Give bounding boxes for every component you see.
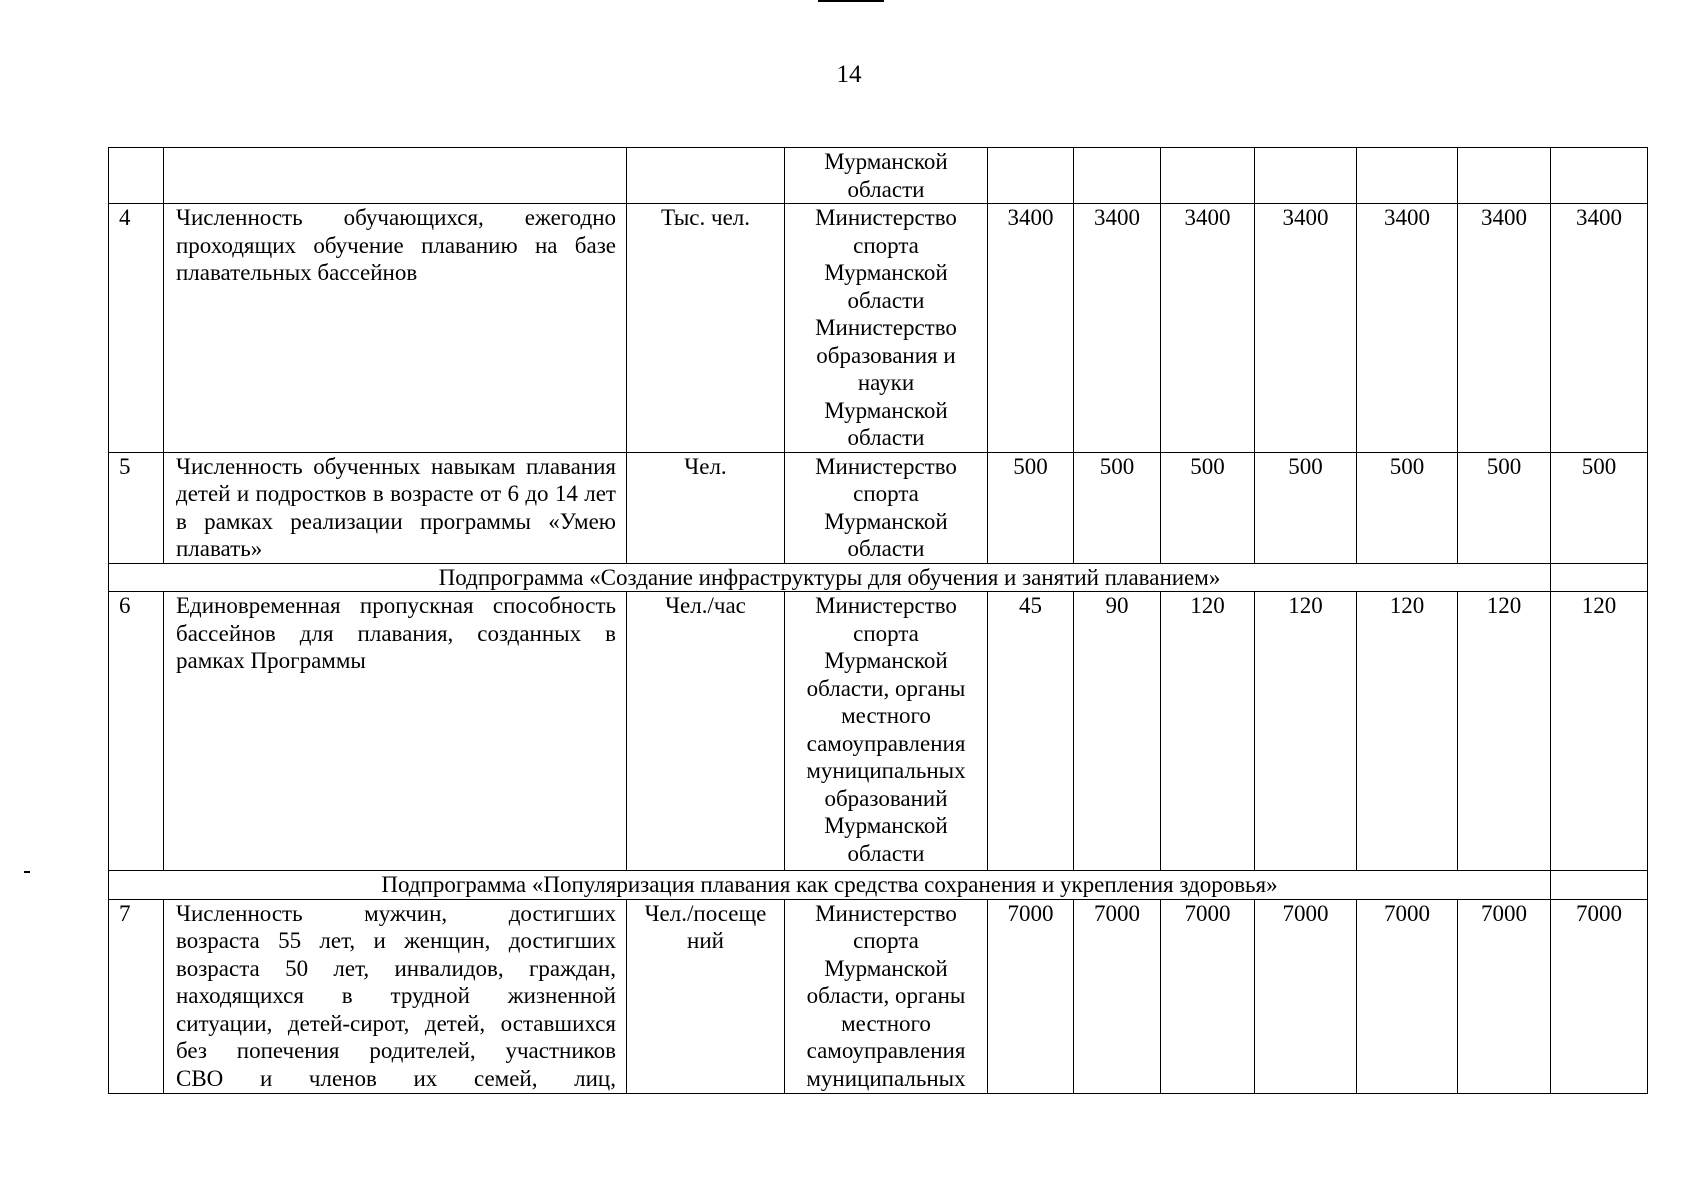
- responsible-cell: [785, 592, 988, 871]
- value-cell: 500: [1551, 452, 1648, 563]
- value-cell: 7000: [1357, 899, 1458, 1093]
- description-line: СВО и членов их семей, лиц,: [176, 1065, 616, 1091]
- value-cell: 500: [988, 452, 1074, 563]
- responsible-line: муниципальных: [806, 1065, 966, 1091]
- description-cell: Единовременная пропускная способность бассейнов для плавания, созданных в рамках Программы: [164, 592, 627, 871]
- value-cell: 500: [1255, 452, 1357, 563]
- responsible-line: спорта: [853, 232, 919, 258]
- description-line: возраста 55 лет, и женщин, достигших: [176, 928, 616, 953]
- responsible-line: муниципальных: [806, 758, 966, 783]
- value-cell: 3400: [1458, 204, 1551, 453]
- description-line: возраста 50 лет, инвалидов, граждан,: [176, 955, 616, 981]
- value-cell: 500: [1357, 452, 1458, 563]
- description-cell: [164, 148, 627, 204]
- description-cell: Численность обучающихся, ежегодно проходящих обучение плаванию на базе плавательных бассейнов: [164, 204, 627, 453]
- value-cell: [1074, 148, 1161, 204]
- responsible-line: области: [847, 287, 925, 313]
- responsible-line: Министерство: [815, 453, 957, 479]
- responsible-line: области, органы: [806, 983, 966, 1008]
- responsible-line: Мурманской: [824, 397, 948, 423]
- responsible-cell: [785, 452, 988, 563]
- responsible-line: области, органы: [806, 675, 966, 701]
- unit-cell: Тыс. чел.: [627, 204, 785, 453]
- responsible-line: области: [847, 176, 925, 202]
- value-cell: [1161, 148, 1255, 204]
- responsible-cell: [785, 148, 988, 204]
- value-cell: 3400: [1255, 204, 1357, 453]
- responsible-line: Министерство: [815, 315, 957, 340]
- table-row: [109, 899, 1648, 1093]
- value-cell: 120: [1458, 592, 1551, 871]
- responsible-line: образования и: [816, 342, 956, 368]
- unit-line: ний: [687, 928, 724, 953]
- description-cell: [164, 899, 627, 1093]
- value-cell: 7000: [1074, 899, 1161, 1093]
- value-cell: 90: [1074, 592, 1161, 871]
- value-cell: 500: [1458, 452, 1551, 563]
- value-cell: 3400: [1551, 204, 1648, 453]
- responsible-line: Мурманской: [824, 813, 948, 838]
- value-cell: 120: [1357, 592, 1458, 871]
- value-cell: 7000: [1458, 899, 1551, 1093]
- row-number-cell: [109, 148, 164, 204]
- subprogram-heading: Подпрограмма «Популяризация плавания как средства сохранения и укрепления здоровья»: [109, 871, 1551, 900]
- responsible-line: спорта: [853, 620, 919, 646]
- value-cell: [1458, 148, 1551, 204]
- responsible-line: Министерство: [815, 593, 957, 618]
- description-line: находящихся в трудной жизненной: [176, 983, 616, 1008]
- responsible-line: местного: [841, 703, 931, 728]
- responsible-line: Мурманской: [824, 955, 948, 981]
- responsible-cell: [785, 899, 988, 1093]
- table-row: [109, 452, 1648, 563]
- unit-cell: [627, 148, 785, 204]
- value-cell: 7000: [1161, 899, 1255, 1093]
- responsible-line: области: [847, 840, 925, 866]
- value-cell: 7000: [988, 899, 1074, 1093]
- responsible-line: науки: [857, 370, 915, 395]
- margin-mark: [24, 871, 30, 873]
- value-cell: 120: [1161, 592, 1255, 871]
- responsible-line: Мурманской: [824, 508, 948, 534]
- description-line: ситуации, детей-сирот, детей, оставшихся: [176, 1010, 616, 1036]
- value-cell: [1357, 148, 1458, 204]
- description-line: без попечения родителей, участников: [176, 1038, 616, 1063]
- value-cell: 120: [1551, 592, 1648, 871]
- value-cell: [988, 148, 1074, 204]
- responsible-line: Мурманской: [824, 149, 948, 174]
- responsible-line: самоуправления: [806, 1038, 966, 1063]
- row-number-cell: 4: [109, 204, 164, 453]
- responsible-line: Мурманской: [824, 648, 948, 673]
- responsible-line: Мурманской: [824, 260, 948, 285]
- value-cell: 7000: [1255, 899, 1357, 1093]
- responsible-line: образований: [824, 785, 948, 811]
- unit-cell: [627, 899, 785, 1093]
- row-number-cell: 5: [109, 452, 164, 563]
- subprogram-heading: Подпрограмма «Создание инфраструктуры для обучения и занятий плаванием»: [109, 563, 1551, 592]
- value-cell: 3400: [1357, 204, 1458, 453]
- value-cell: [1551, 148, 1648, 204]
- unit-cell: Чел./час: [627, 592, 785, 871]
- subprogram-row: [109, 563, 1648, 592]
- page-number: 14: [836, 61, 862, 88]
- description-line: Численность мужчин, достигших: [176, 900, 616, 926]
- responsible-line: спорта: [853, 928, 919, 953]
- value-cell: 3400: [1161, 204, 1255, 453]
- value-cell: 3400: [988, 204, 1074, 453]
- description-cell: Численность обученных навыкам плавания детей и подростков в возрасте от 6 до 14 лет в рамках реализации программы «Умею плавать»: [164, 452, 627, 563]
- value-cell: [1551, 563, 1648, 592]
- responsible-line: спорта: [853, 481, 919, 506]
- responsible-line: местного: [841, 1010, 931, 1036]
- row-number-cell: 7: [109, 899, 164, 1093]
- value-cell: [1551, 871, 1648, 900]
- row-number-cell: 6: [109, 592, 164, 871]
- value-cell: [1255, 148, 1357, 204]
- responsible-line: самоуправления: [806, 730, 966, 756]
- responsible-line: области: [847, 536, 925, 561]
- responsible-line: области: [847, 425, 925, 450]
- responsible-line: Министерство: [815, 205, 957, 230]
- table-row: [109, 592, 1648, 871]
- value-cell: 7000: [1551, 899, 1648, 1093]
- top-edge-mark: [818, 0, 884, 2]
- value-cell: 500: [1161, 452, 1255, 563]
- unit-cell: Чел.: [627, 452, 785, 563]
- value-cell: 500: [1074, 452, 1161, 563]
- value-cell: 120: [1255, 592, 1357, 871]
- responsible-line: Министерство: [815, 900, 957, 926]
- value-cell: 45: [988, 592, 1074, 871]
- responsible-cell: [785, 204, 988, 453]
- table-row: [109, 204, 1648, 453]
- indicators-table: [108, 147, 1648, 1094]
- unit-line: Чел./посеще: [644, 900, 767, 926]
- subprogram-row: [109, 871, 1648, 900]
- value-cell: 3400: [1074, 204, 1161, 453]
- table-row-continued: [109, 148, 1648, 204]
